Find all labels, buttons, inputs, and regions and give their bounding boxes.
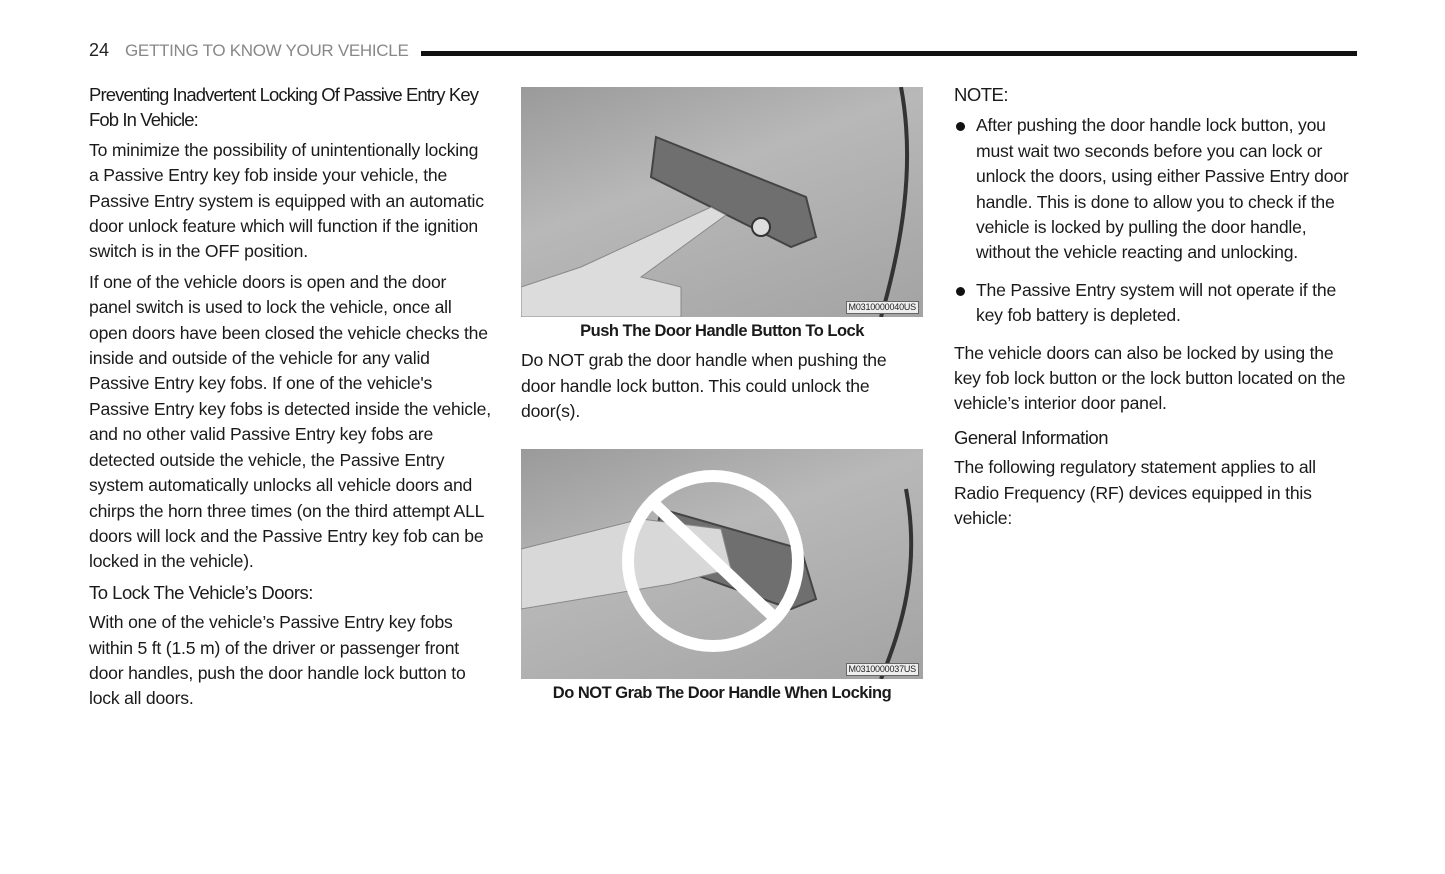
heading-preventing-locking: Preventing Inadvertent Locking Of Passive Entry Key Fob In Vehicle:: [89, 84, 479, 131]
figure-caption: Do NOT Grab The Door Handle When Locking: [552, 684, 892, 702]
figure-push-button: [521, 87, 923, 317]
heading-to-lock: To Lock The Vehicle’s Doors:: [89, 581, 313, 603]
list-item: The Passive Entry system will not operate if the key fob battery is depleted.: [954, 278, 1358, 329]
paragraph: Do NOT grab the door handle when pushing the door handle lock button. This could unlock the door(s).: [521, 350, 887, 422]
paragraph: With one of the vehicle’s Passive Entry key fobs within 5 ft (1.5 m) of the driver or passenger front door handles, push the door handle lock button to lock all doors.: [89, 612, 466, 709]
list-item: After pushing the door handle lock button, you must wait two seconds before you can lock or unlock the doors, using either Passive Entry door handle. This is done to allow you to check if the vehicle is locked by pulling the door handle, without the vehicle reacting and unlocking.: [954, 113, 1358, 265]
figure-code: M0310000040US: [846, 301, 919, 314]
page-number: 24: [89, 40, 110, 60]
figure-code: M0310000037US: [846, 663, 919, 676]
paragraph: The following regulatory statement applies to all Radio Frequency (RF) devices equipped in this vehicle:: [954, 457, 1316, 529]
paragraph: The vehicle doors can also be locked by using the key fob lock button or the lock button located on the vehicle’s interior door panel.: [954, 342, 1346, 414]
paragraph: To minimize the possibility of unintentionally locking a Passive Entry key fob inside your vehicle, the Passive Entry system is equipped with an automatic door unlock feature which will function if the ignition switch is in the OFF position.: [89, 139, 484, 262]
column-2-lower: [521, 449, 923, 710]
note-list: [954, 113, 1358, 328]
note-label: NOTE:: [954, 84, 1009, 105]
column-1: [89, 82, 491, 717]
paragraph: If one of the vehicle doors is open and the door panel switch is used to lock the vehicle, once all open doors have been closed the vehicle checks the inside and outside of the vehicle for any valid Passive Entry key fobs. If one of the vehicle's Passive Entry key fobs is detected inside the vehicle, and no other valid Passive Entry key fobs are detected outside the vehicle, the Passive Entry system automatically unlocks all vehicle doors and chirps the horn three times (on the third attempt ALL doors will lock and the Passive Entry key fob can be locked in the vehicle).: [89, 271, 491, 572]
section-title: GETTING TO KNOW YOUR VEHICLE: [125, 41, 409, 60]
heading-general-information: General Information: [954, 426, 1109, 448]
door-handle-push-illustration: [521, 87, 923, 317]
column-2: [521, 87, 923, 430]
figure-caption: Push The Door Handle Button To Lock: [580, 322, 864, 340]
figure-do-not-grab: [521, 449, 923, 679]
column-3: [954, 82, 1358, 537]
prohibited-grab-illustration: [521, 449, 923, 679]
header-rule: [421, 51, 1357, 56]
